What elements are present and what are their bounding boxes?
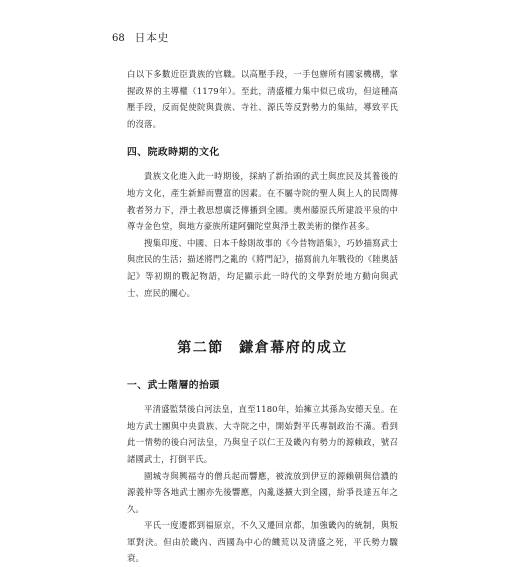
body-paragraph: 搜集印度、中國、日本千餘則故事的《今昔物語集》，巧妙描寫武士與庶民的生活；描述將門之亂的《將門記》，描寫前九年戰役的《陸奧話記》等初期的戰記物語，均足顯示此一時代的文學對於地方動向與武士、庶民的關心。	[127, 237, 398, 298]
body-paragraph: 平清盛監禁後白河法皇，直至1180年，始擁立其孫為安德天皇。在地方武士團與中央貴族、大寺院之中，開始對平氏專制政治不滿。看到此一情勢的後白河法皇，乃與皇子以仁王及畿內有勢力的源賴政，號召諸國武士，打倒平氏。	[127, 404, 398, 464]
body-paragraph: 白以下多數近臣貴族的官職。以高壓手段，一手包辦所有國家機構，掌握政界的主導權（1179年）。至此，清盛權力集中似已成功，但這種高壓手段，反而促使院與貴族、寺社、源氏等反對勢力的集結，導致平氏的沒落。	[127, 69, 398, 129]
body-paragraph: 貴族文化進入此一時期後，採納了新抬頭的武士與庶民及其養後的地方文化，產生新鮮而豐富的因素。在不屬寺院的聖人與上人的民間傳教者努力下，淨土教思想廣泛傳播到全國。奧州藤原氏所建設平泉的中尊寺金色堂，與地方豪族所建阿彌陀堂與淨土教美術的傑作甚多。	[127, 171, 398, 232]
page-body	[127, 66, 398, 567]
running-header	[112, 30, 169, 45]
chapter-heading: 第二節 鎌倉幕府的成立	[177, 340, 348, 357]
book-title: 日本史	[134, 32, 170, 44]
body-paragraph: 平氏一度遷都到福原京，不久又遷回京都，加強畿內的統制，與叛軍對決。但由於畿內、西國為中心的饑荒以及清盛之死，平氏勢力驟衰。	[127, 520, 398, 564]
page-number: 68	[112, 33, 125, 44]
section-heading: 四、院政時期的文化	[127, 147, 220, 159]
section-heading: 一、武士階層的抬頭	[127, 380, 220, 392]
body-paragraph: 園城寺與興福寺的僧兵起而響應，被流放到伊豆的源賴朝與信濃的源義仲等各地武士團亦先後響應，內亂遂擴大到全國，紛爭長達五年之久。	[127, 470, 398, 514]
